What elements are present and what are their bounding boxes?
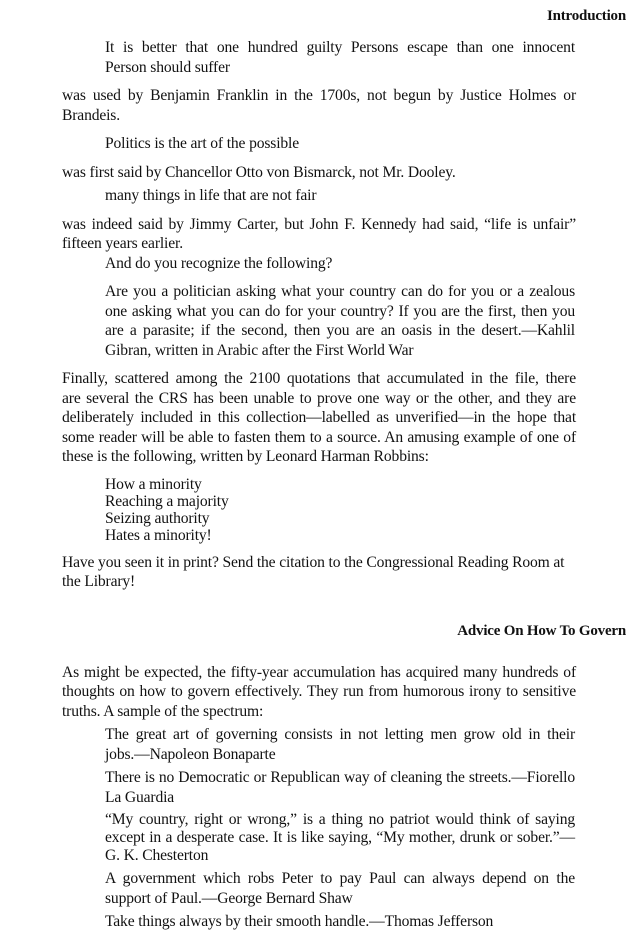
quote-shaw [105, 869, 575, 908]
poem-line: Hates a minority! [105, 526, 212, 544]
quote-jefferson [105, 912, 575, 932]
paragraph-bismarck-attribution [62, 163, 576, 183]
paragraph-citation-request [62, 553, 576, 592]
text-line: support of Paul.—George Bernard Shaw [105, 889, 353, 907]
text-line: truths. A sample of the spectrum: [62, 702, 264, 720]
text-line: jobs.—Napoleon Bonaparte [105, 745, 276, 763]
paragraph-recognize [105, 254, 575, 274]
text-line: As might be expected, the fifty-year accumulation has acquired many hundreds of [62, 663, 576, 681]
text-line: “My country, right or wrong,” is a thing no patriot would think of saying [105, 811, 575, 828]
quote-bismarck [105, 134, 575, 154]
text-line: deliberately included in this collection—labelled as unverified—in the hope that [62, 409, 576, 426]
poem-line: Reaching a majority [105, 492, 229, 510]
text-line: was used by Benjamin Franklin in the 1700s, not begun by Justice Holmes or [62, 87, 576, 104]
running-head: Introduction [546, 8, 626, 24]
text-line: are several the CRS has been unable to prove one way or the other, and they are [62, 389, 576, 407]
text-line: these is the following, written by Leonard Harman Robbins: [62, 448, 429, 465]
text-line: was first said by Chancellor Otto von Bismarck, not Mr. Dooley. [62, 163, 456, 181]
text-line: It is better that one hundred guilty Persons escape than one innocent [105, 39, 575, 56]
text-line: Finally, scattered among the 2100 quotations that accumulated in the file, there [62, 370, 576, 387]
text-line: Are you a politician asking what your country can do for you or a zealous [105, 283, 575, 300]
quote-gibran [105, 282, 575, 360]
quote-bonaparte [105, 725, 575, 764]
text-line: one asking what you can do for your country? If you are the first, then you [105, 302, 575, 320]
quote-franklin [105, 38, 575, 77]
poem-line: How a minority [105, 475, 202, 493]
quote-carter [105, 186, 575, 206]
text-line: And do you recognize the following? [105, 254, 333, 272]
quote-chesterton [105, 811, 575, 865]
text-line: Take things always by their smooth handle.—Thomas Jefferson [105, 913, 494, 930]
text-line: Have you seen it in print? Send the citation to the Congressional Reading Room at [62, 553, 565, 571]
paragraph-govern-intro [62, 663, 576, 722]
text-line: Person should suffer [105, 58, 230, 76]
text-line: Gibran, written in Arabic after the First World War [105, 341, 414, 359]
text-line: the Library! [62, 573, 136, 590]
text-line: thoughts on how to govern effectively. They run from humorous irony to sensitive [62, 683, 576, 700]
paragraph-carter-attribution [62, 215, 576, 254]
paragraph-unverified [62, 369, 576, 467]
poem-line: Seizing authority [105, 509, 210, 527]
text-line: are a parasite; if the second, then you are an oasis in the desert.—Kahlil [105, 322, 575, 339]
text-line: except in a desperate case. It is like saying, “My mother, drunk or sober.”— [105, 829, 575, 846]
text-line: There is no Democratic or Republican way of cleaning the streets.—Fiorello [105, 769, 575, 786]
text-line: some reader will be able to fasten them to a source. An amusing example of one of [62, 428, 576, 446]
section-heading: Advice On How To Govern [457, 622, 626, 639]
paragraph-franklin-attribution [62, 86, 576, 125]
text-line: Brandeis. [62, 106, 120, 124]
text-line: many things in life that are not fair [105, 187, 317, 204]
quote-la-guardia [105, 768, 575, 807]
text-line: Politics is the art of the possible [105, 135, 299, 152]
text-line: The great art of governing consists in not letting men grow old in their [105, 726, 575, 743]
text-line: A government which robs Peter to pay Paul can always depend on the [105, 870, 575, 887]
text-line: G. K. Chesterton [105, 847, 209, 864]
text-line: fifteen years earlier. [62, 235, 183, 252]
text-line: was indeed said by Jimmy Carter, but John F. Kennedy had said, “life is unfair” [62, 215, 576, 233]
text-line: La Guardia [105, 788, 175, 806]
poem-robbins [105, 476, 575, 544]
